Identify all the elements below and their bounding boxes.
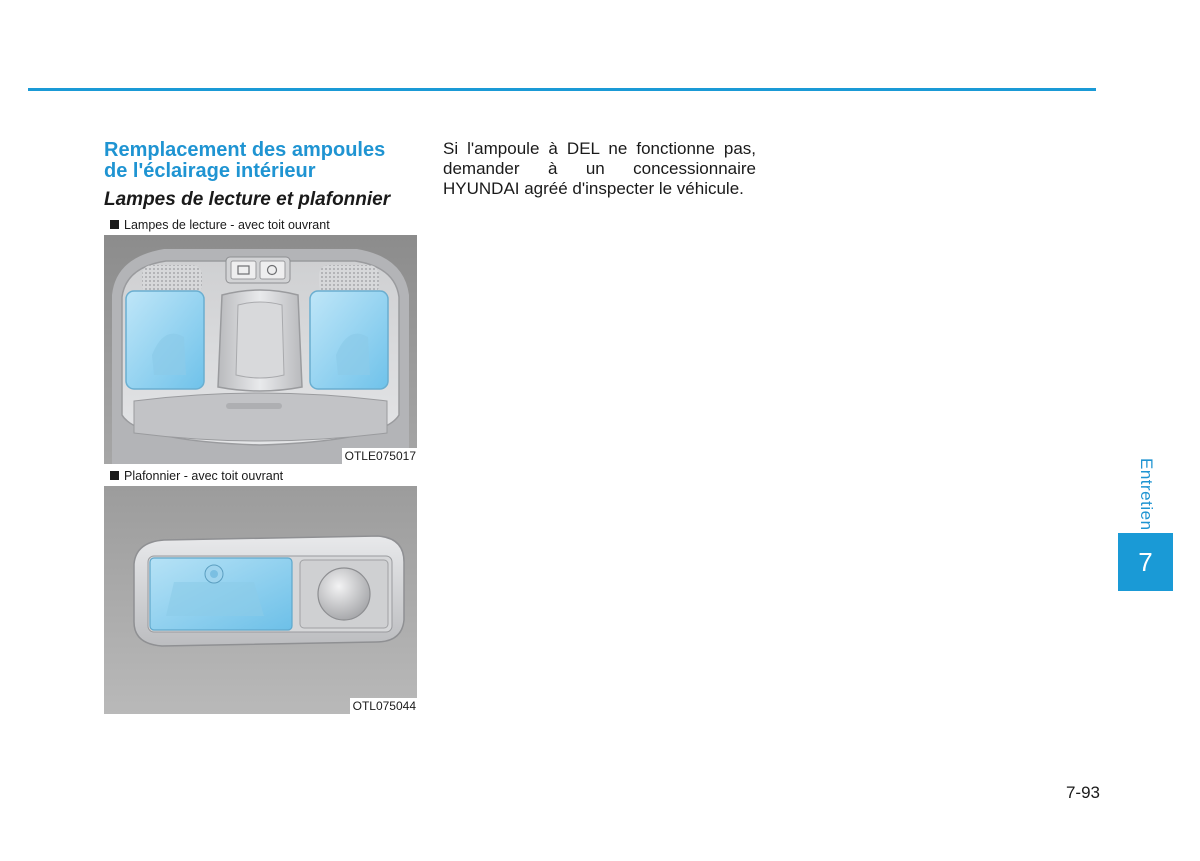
top-rule bbox=[28, 88, 1096, 91]
figure-reading-lamps bbox=[104, 215, 417, 464]
figure-caption bbox=[104, 215, 417, 235]
bullet-square-icon bbox=[110, 471, 119, 480]
figure-caption-text: Lampes de lecture - avec toit ouvrant bbox=[124, 218, 330, 232]
dome-lamp-illustration bbox=[104, 486, 417, 714]
figure-caption-text: Plafonnier - avec toit ouvrant bbox=[124, 469, 284, 483]
reading-lamps-illustration bbox=[104, 235, 417, 464]
figure-code: OTLE075017 bbox=[342, 448, 417, 464]
figure-caption bbox=[104, 466, 417, 486]
page-number: 7-93 bbox=[1065, 783, 1100, 802]
figure-code: OTL075044 bbox=[350, 698, 417, 714]
section-title-line2: de l'éclairage intérieur bbox=[104, 160, 316, 182]
chapter-tab: 7 bbox=[1118, 533, 1173, 591]
chapter-side-label: Entretien bbox=[1137, 458, 1156, 531]
section-title-line1: Remplacement des ampoules bbox=[104, 139, 386, 161]
subsection-title: Lampes de lecture et plafonnier bbox=[104, 189, 391, 210]
body-paragraph: Si l'ampoule à DEL ne fonctionne pas, demander à un concessionnaire HYUNDAI agréé d'inspecter le véhicule. bbox=[443, 139, 756, 198]
bullet-square-icon bbox=[110, 220, 119, 229]
section-title bbox=[104, 140, 424, 182]
figure-dome-lamp bbox=[104, 466, 417, 714]
